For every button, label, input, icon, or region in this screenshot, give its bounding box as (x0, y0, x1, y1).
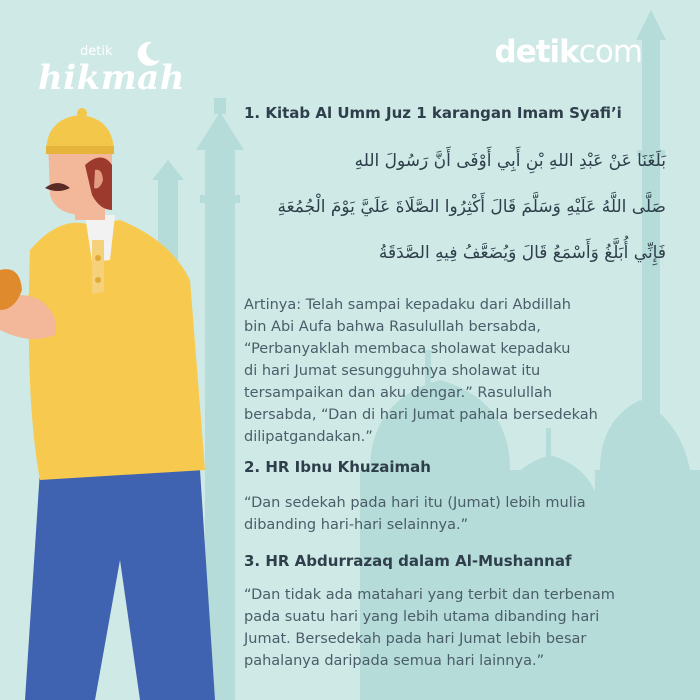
arabic-line-2: صَلَّى اللَّهُ عَلَيْهِ وَسَلَّمَ قَالَ أَكْثِرُوا الصَّلَاةَ عَلَيَّ يَوْمَ الْجُمُعَةِ (277, 197, 666, 217)
section3-text: “Dan tidak ada matahari yang terbit dan terbenam pada suatu hari yang lebih utama dibanding hari Jumat. Bersedekah pada hari Jumat lebih besar pahalanya daripada semua hari lainnya.” (244, 587, 615, 669)
section1-translation: Artinya: Telah sampai kepadaku dari Abdillah bin Abi Aufa bahwa Rasulullah bersabda, “Perbanyaklah membaca sholawat kepadaku di hari Jumat sesungguhnya sholawat itu tersampaikan dan aku dengar.” Rasulullah bersabda, “Dan di hari Jumat pahala bersedekah dilipatgandakan.” (244, 297, 598, 445)
section2-text: “Dan sedekah pada hari itu (Jumat) lebih mulia dibanding hari-hari selainnya.” (244, 495, 586, 533)
logo-small-text: detik (80, 44, 113, 59)
section3-heading: 3. HR Abdurrazaq dalam Al-Mushannaf (244, 552, 572, 570)
logo-detik-text: detik (494, 34, 579, 70)
section1-heading: 1. Kitab Al Umm Juz 1 karangan Imam Syafi’i (244, 104, 622, 122)
arabic-line-3: فَإِنِّي أُبَلَّغُ وَأَسْمَعُ قَالَ وَيُضَعَّفُ فِيهِ الصَّدَقَةُ (378, 243, 666, 263)
detikhikmah-logo (38, 38, 185, 108)
logo-com-text: com (578, 34, 642, 70)
arabic-hadith-text (244, 138, 670, 276)
person-illustration (0, 108, 215, 700)
logo-big-text: hikmah (38, 58, 185, 98)
section2-heading: 2. HR Ibnu Khuzaimah (244, 458, 431, 476)
arabic-line-1: بَلَغَنَا عَنْ عَبْدِ اللهِ بْنِ أَبِي أَوْفَى أَنَّ رَسُولَ اللهِ (354, 151, 666, 171)
detikcom-logo (495, 34, 643, 70)
